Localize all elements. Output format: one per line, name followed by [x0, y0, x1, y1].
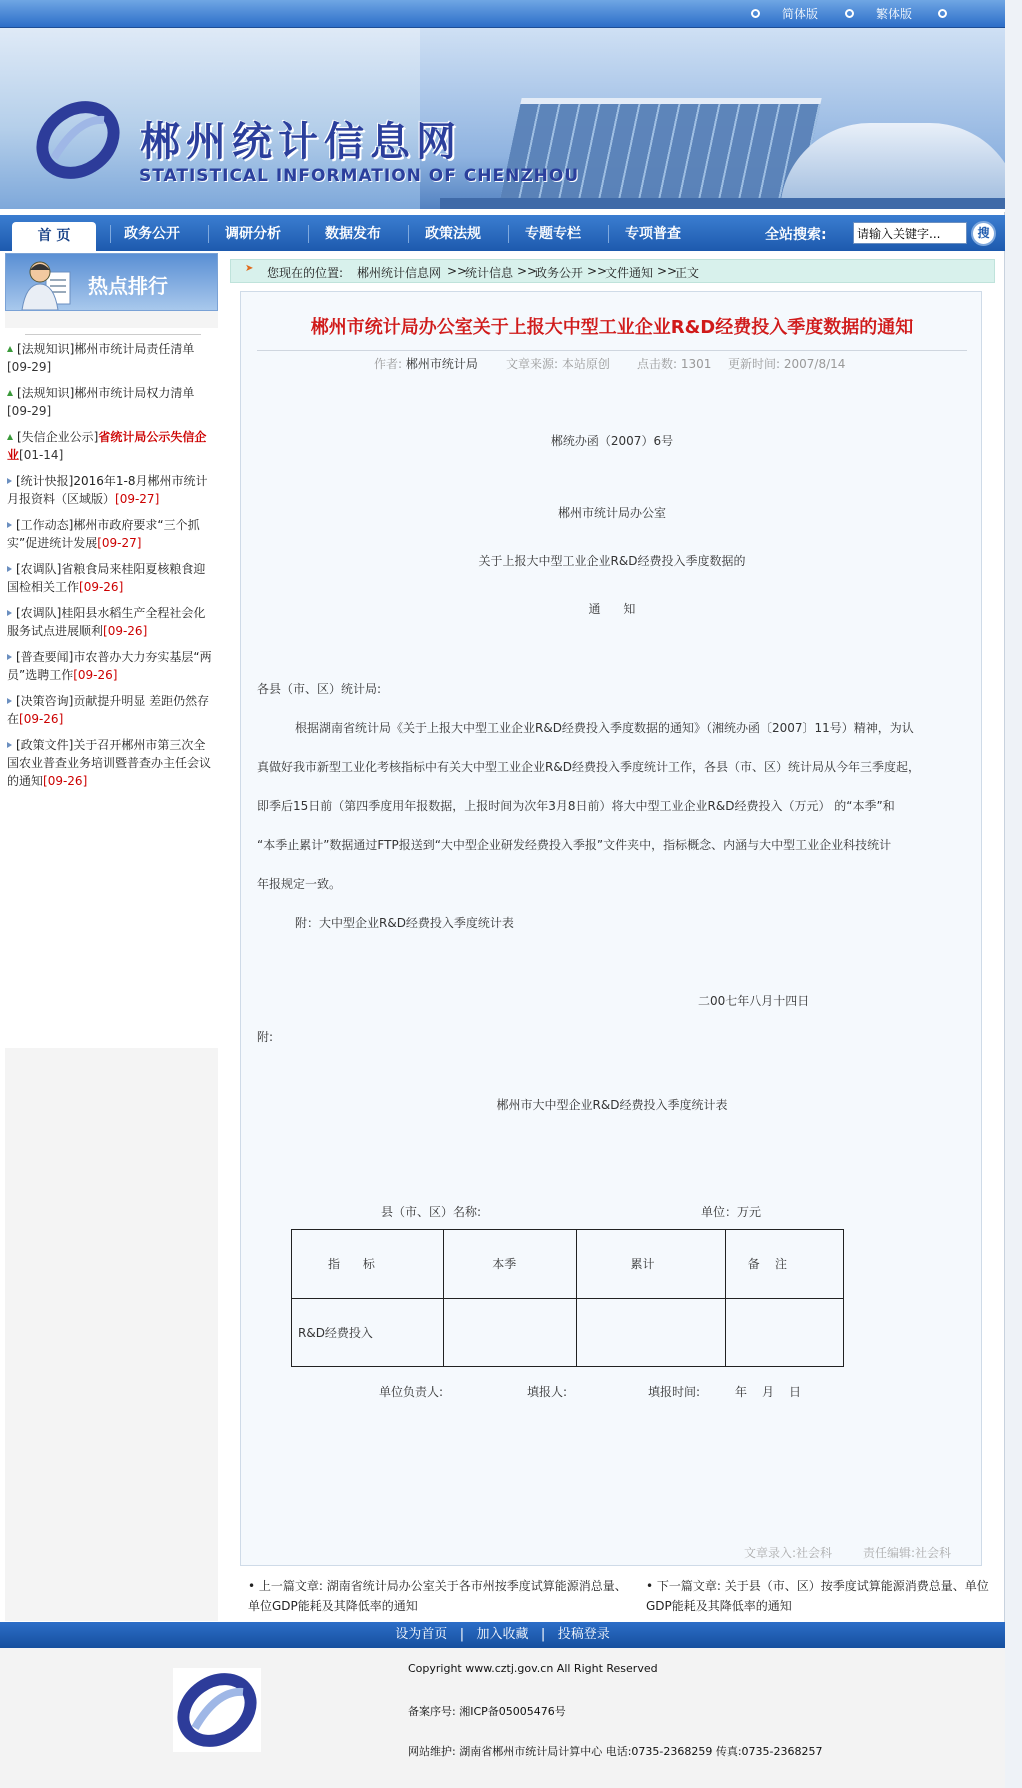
unit-label: 单位：万元	[701, 1205, 762, 1219]
nav-item-census[interactable]: 专项普查	[625, 226, 681, 242]
copyright: Copyright www.cztj.gov.cn All Right Reserved	[408, 1662, 658, 1675]
list-item[interactable]	[7, 692, 215, 728]
breadcrumb-current: 正文	[675, 266, 700, 280]
list-item-title: [农调队]桂阳县水稻生产全程社会化服务试点进展顺利	[7, 606, 206, 638]
sign-responsible: 单位负责人:	[379, 1385, 444, 1399]
list-item-date: [09-26]	[73, 668, 118, 682]
sign-time: 填报时间:	[648, 1385, 701, 1399]
article-editor: 责任编辑:社会科	[863, 1546, 952, 1560]
list-item[interactable]	[7, 560, 215, 596]
article	[240, 291, 982, 1566]
prev-title: 湖南省统计局办公室关于各市州按季度试算能源消总量、单位GDP能耗及其降低率的通知	[248, 1579, 627, 1613]
next-article[interactable]: • 下一篇文章: 关于县（市、区）按季度试算能源消费总量、单位GDP能耗及其降低率的通知	[646, 1579, 989, 1613]
list-item[interactable]	[7, 604, 215, 640]
breadcrumb-home[interactable]: 郴州统计信息网	[357, 266, 442, 280]
nav-divider	[308, 225, 309, 243]
bullet-icon	[938, 9, 947, 18]
doc-notice: 通 知	[588, 602, 636, 616]
site-title: 郴州统计信息网	[140, 119, 462, 165]
list-item-title: [法规知识]郴州市统计局权力清单	[17, 386, 195, 400]
table-cell	[725, 1298, 843, 1367]
table-cell: R&D经费投入	[292, 1298, 444, 1367]
arrow-up-icon	[7, 434, 13, 440]
list-item[interactable]	[7, 472, 215, 508]
doc-para-line: “本季止累计”数据通过FTP报送到“大中型企业研发经费投入季报”文件夹中，指标概念、内涵与大中型工业企业科技统计	[257, 838, 892, 852]
arrow-right-icon	[7, 522, 12, 528]
nav-item-topics[interactable]: 专题专栏	[525, 226, 581, 242]
breadcrumb-stats[interactable]: 统计信息	[465, 266, 514, 280]
sign-month: 月	[762, 1385, 775, 1399]
list-item-highlight: 省统计局公示失信企业	[7, 430, 207, 462]
divider	[25, 334, 201, 335]
arrow-right-icon	[7, 742, 12, 748]
list-item[interactable]	[7, 384, 215, 420]
prev-label: 上一篇文章:	[258, 1579, 323, 1593]
list-item-title: [统计快报]2016年1-8月郴州市统计月报资料（区域版）	[7, 474, 208, 506]
table-header: 累计	[576, 1230, 725, 1299]
breadcrumb-label: 您现在的位置:	[267, 266, 344, 280]
doc-para-line: 根据湖南省统计局《关于上报大中型工业企业R&D经费投入季度数据的通知》（湘统办函〔2007〕11号）精神，为认	[295, 721, 914, 735]
table-cell	[576, 1298, 725, 1367]
search-input[interactable]	[853, 222, 967, 244]
traditional-link[interactable]: 繁体版	[876, 7, 913, 21]
breadcrumb-separator: >>	[657, 264, 678, 278]
banner-building	[498, 98, 821, 208]
doc-number: 郴统办函（2007）6号	[550, 434, 674, 448]
doc-para-line: 即季后15日前（第四季度用年报数据，上报时间为次年3月8日前）将大中型工业企业R&D经费投入（万元） 的“本季”和	[257, 799, 895, 813]
prev-article[interactable]: • 上一篇文章: 湖南省统计局办公室关于各市州按季度试算能源消总量、单位GDP能耗及其降低率的通知	[248, 1579, 627, 1613]
hot-ranking-title: 热点排行	[88, 274, 168, 298]
breadcrumb-separator: >>	[447, 264, 468, 278]
breadcrumb	[230, 259, 995, 283]
next-title: 关于县（市、区）按季度试算能源消费总量、单位GDP能耗及其降低率的通知	[646, 1579, 989, 1613]
list-item-date: [09-27]	[115, 492, 160, 506]
list-item-title: [普查要闻]市农普办大力夯实基层“两员”选聘工作	[7, 650, 212, 682]
list-item-date: [09-29]	[7, 404, 52, 418]
main-nav	[0, 215, 1005, 251]
list-item-title: [决策咨询]贡献提升明显 差距仍然存在	[7, 694, 210, 726]
doc-para-line: 年报规定一致。	[257, 877, 342, 891]
list-item[interactable]	[7, 648, 215, 684]
bullet-icon	[845, 9, 854, 18]
nav-divider	[208, 225, 209, 243]
table-header: 备 注	[725, 1230, 843, 1299]
sign-year: 年	[735, 1385, 748, 1399]
doc-org: 郴州市统计局办公室	[557, 506, 666, 520]
doc-para-line: 真做好我市新型工业化考核指标中有关大中型工业企业R&D经费投入季度统计工作，各县（市、区）统计局从今年三季度起，	[257, 760, 920, 774]
article-entry: 文章录入:社会科	[744, 1546, 833, 1560]
list-item-title: [法规知识]郴州市统计局责任清单	[17, 342, 195, 356]
list-item-date: [09-27]	[97, 536, 142, 550]
arrow-right-icon	[7, 654, 12, 660]
arrow-up-icon	[7, 390, 13, 396]
table-header: 本季	[444, 1230, 576, 1299]
table-cell	[444, 1298, 576, 1367]
list-item[interactable]	[7, 340, 215, 376]
article-updated: 更新时间: 2007/8/14	[728, 357, 846, 371]
sidebar	[5, 253, 218, 1621]
breadcrumb-gov[interactable]: 政务公开	[535, 266, 584, 280]
search-button[interactable]: 搜	[971, 221, 996, 246]
nav-item-policy[interactable]: 政策法规	[425, 226, 481, 242]
list-item-date: [09-29]	[7, 360, 52, 374]
nav-item-data[interactable]: 数据发布	[325, 226, 381, 242]
maintainer: 网站维护: 湖南省郴州市统计局计算中心 电话:0735-2368259 传真:0735-2368257	[408, 1745, 823, 1758]
article-source: 文章来源: 本站原创	[506, 357, 610, 371]
list-item-date: [09-26]	[79, 580, 124, 594]
nav-item-government[interactable]: 政务公开	[124, 226, 180, 242]
list-item[interactable]	[7, 736, 215, 790]
banner-ground	[440, 198, 1005, 212]
nav-divider	[110, 225, 111, 243]
breadcrumb-separator: >>	[517, 264, 538, 278]
set-homepage-link[interactable]: 设为首页	[395, 1627, 448, 1642]
nav-divider	[408, 225, 409, 243]
list-item-title: [农调队]省粮食局来桂阳夏核粮食迎国检相关工作	[7, 562, 206, 594]
article-title: 郴州市统计局办公室关于上报大中型工业企业R&D经费投入季度数据的通知	[310, 317, 914, 338]
doc-subject: 关于上报大中型工业企业R&D经费投入季度数据的	[478, 554, 746, 568]
article-clicks: 点击数: 1301	[637, 357, 712, 371]
list-item-title: [政策文件]关于召开郴州市第三次全国农业普查业务培训暨普查办主任会议的通知	[7, 738, 212, 788]
list-item-date: [09-26]	[19, 712, 64, 726]
person-icon	[18, 258, 76, 310]
arrow-up-icon	[7, 346, 13, 352]
next-label: 下一篇文章:	[656, 1579, 721, 1593]
table-header-row	[292, 1230, 844, 1299]
submit-login-link[interactable]: 投稿登录	[557, 1627, 610, 1642]
list-item-date: [09-26]	[103, 624, 148, 638]
list-item-date: [09-26]	[43, 774, 88, 788]
table-header: 指 标	[292, 1230, 444, 1299]
footer-nav: 设为首页 | 加入收藏 | 投稿登录	[0, 1622, 1005, 1648]
site-logo-icon	[34, 98, 122, 182]
doc-date: 二00七年八月十四日	[698, 994, 810, 1008]
breadcrumb-separator: >>	[587, 264, 608, 278]
banner	[0, 28, 1005, 212]
list-item-date: [01-14]	[19, 448, 64, 462]
site-subtitle: STATISTICAL INFORMATION OF CHENZHOU	[139, 166, 580, 186]
table-row	[292, 1298, 844, 1367]
nav-item-research[interactable]: 调研分析	[225, 226, 281, 242]
divider	[257, 350, 967, 351]
list-item-title: [工作动态]郴州市政府要求“三个抓实”促进统计发展	[7, 518, 200, 550]
sign-filler: 填报人:	[527, 1385, 568, 1399]
breadcrumb-notices[interactable]: 文件通知	[605, 266, 654, 280]
arrow-right-icon	[7, 478, 12, 484]
arrow-right-icon	[7, 698, 12, 704]
footer-logo-icon	[173, 1668, 261, 1752]
article-author: 作者: 郴州市统计局	[374, 357, 478, 371]
list-item[interactable]	[7, 516, 215, 552]
icp-number: 备案序号: 湘ICP备05005476号	[408, 1705, 566, 1718]
stat-table	[291, 1229, 844, 1367]
search-label: 全站搜索:	[765, 227, 827, 243]
doc-salutation: 各县（市、区）统计局:	[257, 682, 382, 696]
sign-day: 日	[789, 1385, 802, 1399]
simplified-link[interactable]: 简体版	[782, 7, 819, 21]
hot-ranking-header	[5, 253, 218, 311]
bullet-icon	[751, 9, 760, 18]
nav-divider	[608, 225, 609, 243]
county-label: 县（市、区）名称:	[381, 1205, 482, 1219]
arrow-icon: ➤	[245, 263, 254, 274]
arrow-right-icon	[7, 566, 12, 572]
doc-attach-label: 附:	[257, 1030, 274, 1044]
nav-divider	[508, 225, 509, 243]
add-favorite-link[interactable]: 加入收藏	[476, 1627, 529, 1642]
footer	[0, 1648, 1005, 1788]
arrow-right-icon	[7, 610, 12, 616]
top-bar	[0, 0, 1005, 28]
list-item[interactable]	[7, 428, 215, 464]
table-title: 郴州市大中型企业R&D经费投入季度统计表	[496, 1098, 728, 1112]
list-item-category: [失信企业公示]	[17, 430, 99, 444]
hot-list	[5, 328, 218, 1048]
nav-item-home[interactable]: 首 页	[12, 222, 96, 251]
doc-attachment-line: 附：大中型企业R&D经费投入季度统计表	[295, 916, 514, 930]
